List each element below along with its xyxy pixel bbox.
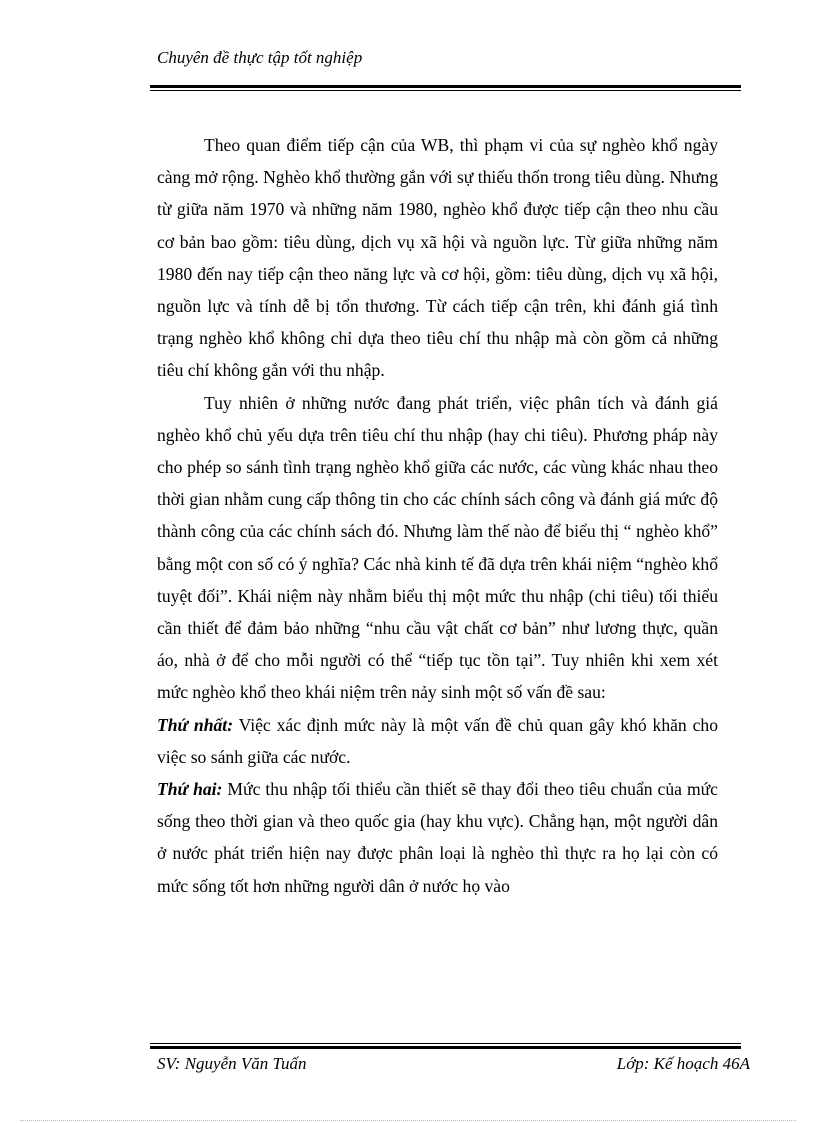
paragraph: Tuy nhiên ở những nước đang phát triển, việc phân tích và đánh giá nghèo khổ chủ yếu dựa trên tiêu chí thu nhập (hay chi tiêu). Phương pháp này cho phép so sánh tình trạng nghèo khổ giữa các nước, các vùng khác nhau theo thời gian nhằm cung cấp thông tin cho các chính sách công và đánh giá mức độ thành công của các chính sách đó. Nhưng làm thế nào để biểu thị “ nghèo khổ” bằng một con số có ý nghĩa? Các nhà kinh tế đã dựa trên khái niệm “nghèo khổ tuyệt đối”. Khái niệm này nhằm biểu thị một mức thu nhập (chi tiêu) tối thiểu cần thiết để đảm bảo những “nhu cầu vật chất cơ bản” như lương thực, quần áo, nhà ở để cho mỗi người có thể “tiếp tục tồn tại”. Tuy nhiên khi xem xét mức nghèo khổ theo khái niệm trên nảy sinh một số vấn đề sau:: [157, 392, 718, 703]
footer-class-name: Lớp: Kế hoạch 46A: [616, 1054, 750, 1073]
page-header-title: Chuyên đề thực tập tốt nghiệp: [157, 48, 363, 67]
footer-student-name: SV: Nguyễn Văn Tuấn: [157, 1054, 307, 1073]
point-label: Thứ hai:: [157, 779, 223, 800]
document-body: [157, 129, 718, 902]
point-label: Thứ nhất:: [157, 714, 234, 735]
point-second: [157, 773, 718, 902]
footer-rule-top: [150, 1043, 741, 1044]
point-text: Mức thu nhập tối thiểu cần thiết sẽ thay đổi theo tiêu chuẩn của mức sống theo thời gian và theo quốc gia (hay khu vực). Chẳng hạn, một người dân ở nước phát triển hiện nay được phân loại là nghèo thì thực ra họ lại còn có mức sống tốt hơn những người dân ở nước họ vào: [157, 779, 718, 896]
point-first: [157, 709, 718, 773]
footer-rule-bottom: [150, 1046, 741, 1049]
page-bottom-border: [20, 1120, 796, 1121]
paragraph: Theo quan điểm tiếp cận của WB, thì phạm vi của sự nghèo khổ ngày càng mở rộng. Nghèo khổ thường gắn với sự thiếu thốn trong tiêu dùng. Nhưng từ giữa năm 1970 và những năm 1980, nghèo khổ được tiếp cận theo nhu cầu cơ bản bao gồm: tiêu dùng, dịch vụ xã hội và nguồn lực. Từ giữa những năm 1980 đến nay tiếp cận theo năng lực và cơ hội, gồm: tiêu dùng, dịch vụ xã hội, nguồn lực và tính dễ bị tổn thương. Từ cách tiếp cận trên, khi đánh giá tình trạng nghèo khổ không chỉ dựa theo tiêu chí thu nhập mà còn gồm cả những tiêu chí không gắn với thu nhập.: [157, 135, 718, 381]
header-rule-top: [150, 85, 741, 88]
point-text: Việc xác định mức này là một vấn đề chủ quan gây khó khăn cho việc so sánh giữa các nước.: [157, 714, 718, 767]
header-rule-bottom: [150, 90, 741, 91]
